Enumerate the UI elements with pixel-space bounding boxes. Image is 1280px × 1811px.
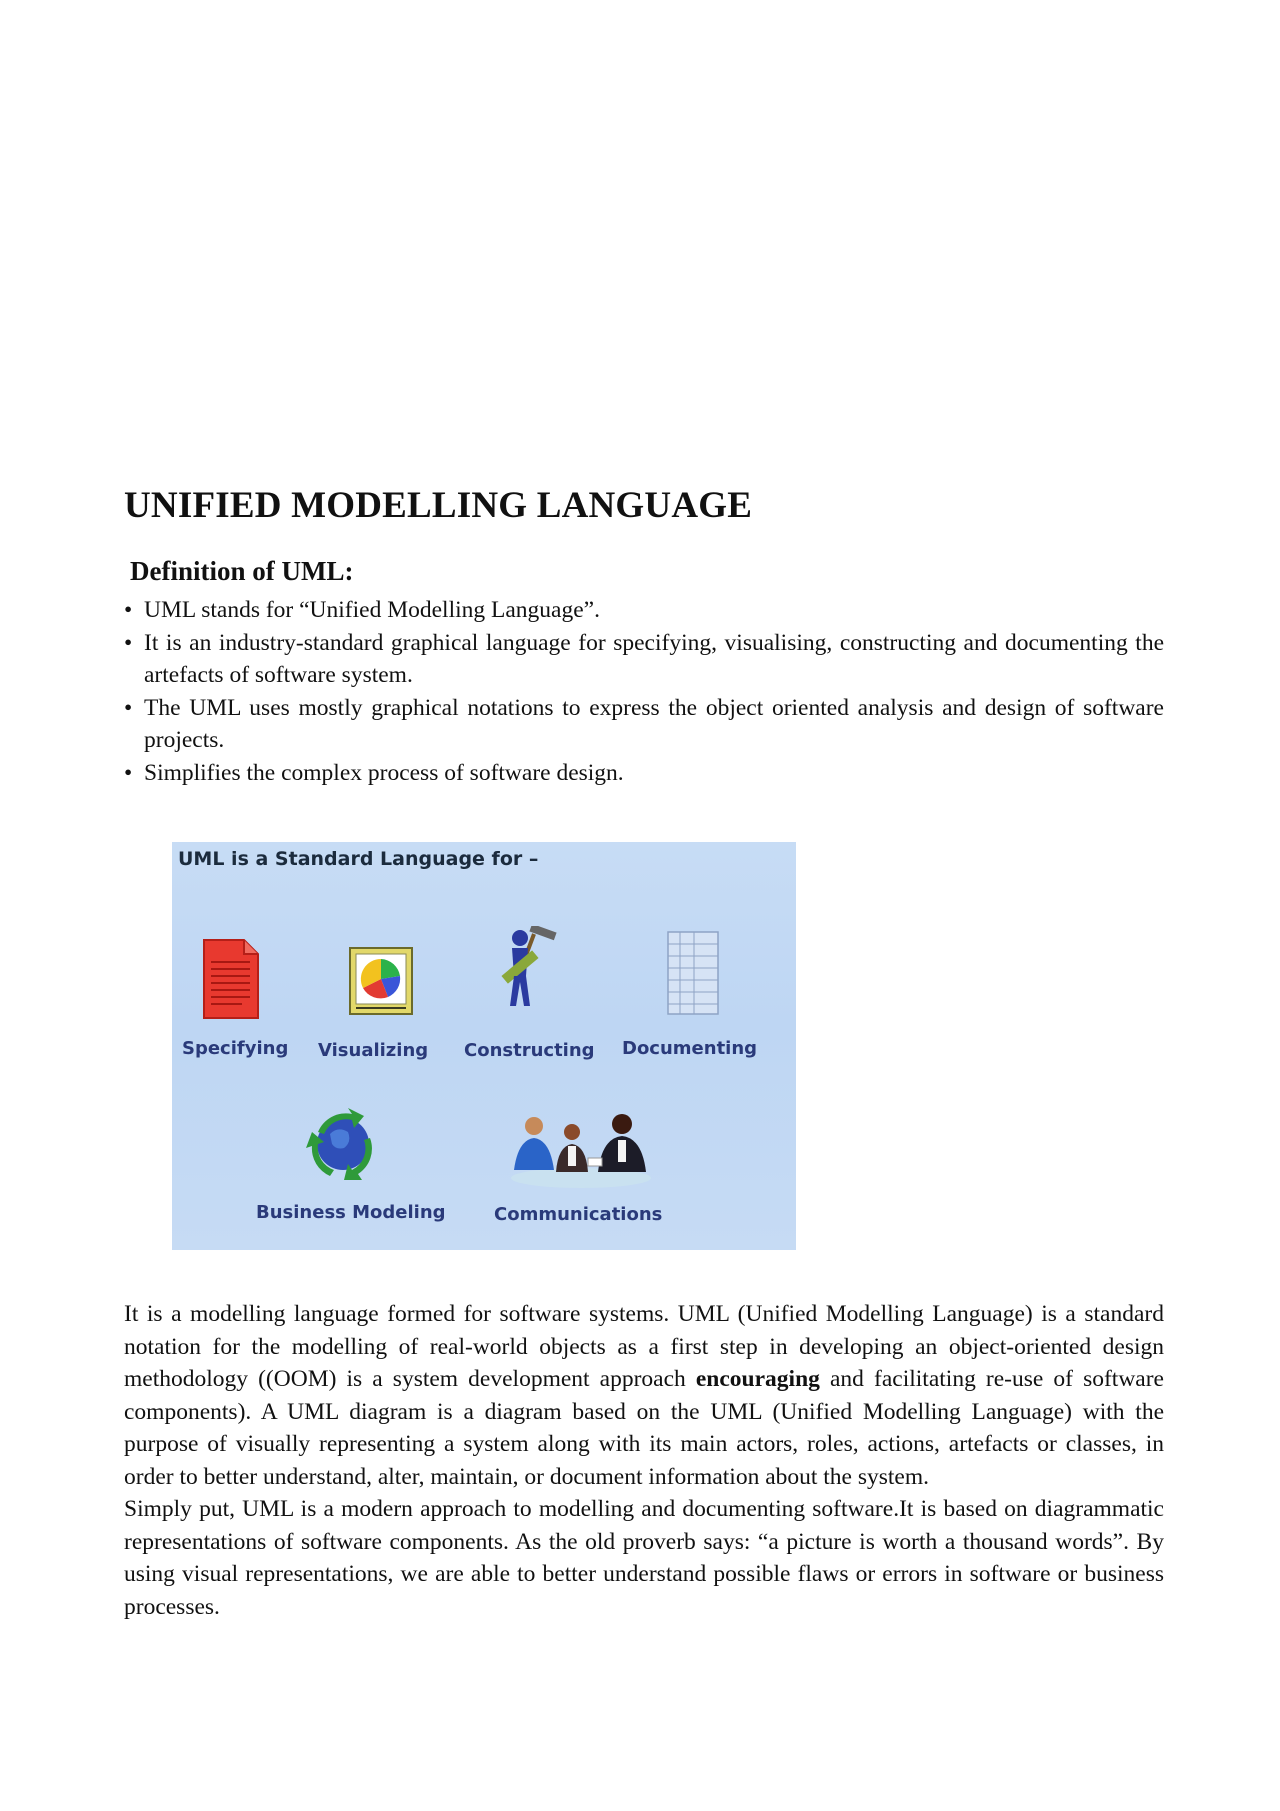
list-item: • The UML uses mostly graphical notations to express the object oriented analysis and design of software projects. — [124, 692, 1164, 757]
bold-word: encouraging — [695, 1366, 820, 1392]
list-item: • Simplifies the complex process of software design. — [124, 757, 1164, 790]
slide-label-business-modeling: Business Modeling — [256, 1202, 446, 1223]
document-icon — [202, 938, 260, 1024]
body-text — [124, 1298, 1164, 1623]
list-item: • It is an industry-standard graphical language for specifying, visualising, constructing and documenting the artefacts of software system. — [124, 627, 1164, 692]
paragraph: Simply put, UML is a modern approach to modelling and documenting software.It is based on diagrammatic representations of software components. As the old proverb says: “a picture is worth a thousand words”. By using visual representations, we are able to better understand possible flaws or errors in software or business processes. — [124, 1496, 1164, 1620]
slide-label-specifying: Specifying — [182, 1038, 289, 1059]
slide-label-documenting: Documenting — [622, 1038, 758, 1059]
builder-icon — [490, 926, 560, 1022]
page-title: UNIFIED MODELLING LANGUAGE — [124, 485, 753, 526]
uml-slide-image — [172, 842, 796, 1250]
pie-chart-icon — [348, 946, 414, 1020]
list-item: • UML stands for “Unified Modelling Language”. — [124, 594, 1164, 627]
definition-list — [124, 594, 1164, 789]
paragraph: It is a modelling language formed for software systems. UML (Unified Modelling Language) is a standard notation for the modelling of real-world objects as a first step in developing an object-oriented design methodology ((OOM) is a system development approach encouraging and facilitating re-use of software components). A UML diagram is a diagram based on the UML (Unified Modelling Language) with the purpose of visually representing a system along with its main actors, roles, actions, artefacts or classes, in order to better understand, alter, maintain, or document information about the system. — [124, 1301, 1164, 1490]
meeting-people-icon — [498, 1112, 664, 1194]
slide-title: UML is a Standard Language for – — [178, 848, 539, 870]
slide-label-communications: Communications — [494, 1204, 663, 1225]
recycle-globe-icon — [300, 1104, 386, 1188]
table-document-icon — [666, 930, 722, 1020]
slide-label-visualizing: Visualizing — [318, 1040, 429, 1061]
section-heading: Definition of UML: — [130, 556, 354, 586]
slide-label-constructing: Constructing — [464, 1040, 595, 1061]
